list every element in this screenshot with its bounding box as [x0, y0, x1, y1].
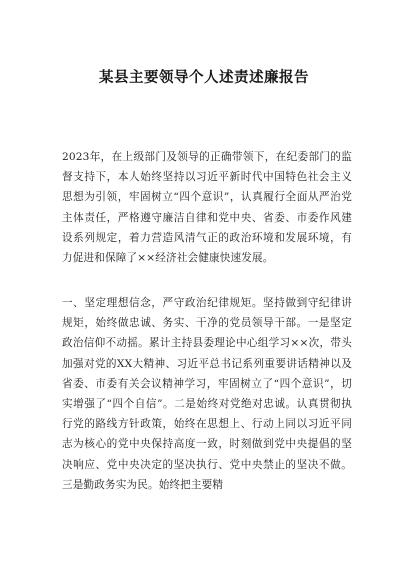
paragraph-section-1: 一、坚定理想信念，严守政治纪律规矩。坚持做到守纪律讲规矩，始终做忠诚、务实、干净的党员领导干部。一是坚定政治信仰不动摇。累计主持县委理论中心组学习××次，带头加强对党的XX大精神、习近平总书记系列重要讲话精神以及省委、市委有关会议精神学习，牢固树立了“四个意识”，切实增强了“四个自信”。二是始终对党绝对忠诚。认真贯彻执行党的路线方针政策，始终在思想上、行动上同以习近平同志为核心的党中央保持高度一致，时刻做到党中央提倡的坚决响应、党中央决定的坚决执行、党中央禁止的坚决不做。三是勤政务实为民。始终把主要精	[62, 297, 352, 491]
document-title: 某县主要领导个人述责述廉报告	[99, 69, 309, 86]
paragraph-intro: 2023年，在上级部门及领导的正确带领下，在纪委部门的监督支持下，本人始终坚持以习近平新时代中国特色社会主义思想为引领，牢固树立“四个意识”，认真履行全面从严治党主体责任，严格遵守廉洁自律和党中央、省委、市委作风建设系列规定，着力营造风清气正的政治环境和发展环境，有力促进和保障了××经济社会健康快速发展。	[62, 151, 352, 265]
